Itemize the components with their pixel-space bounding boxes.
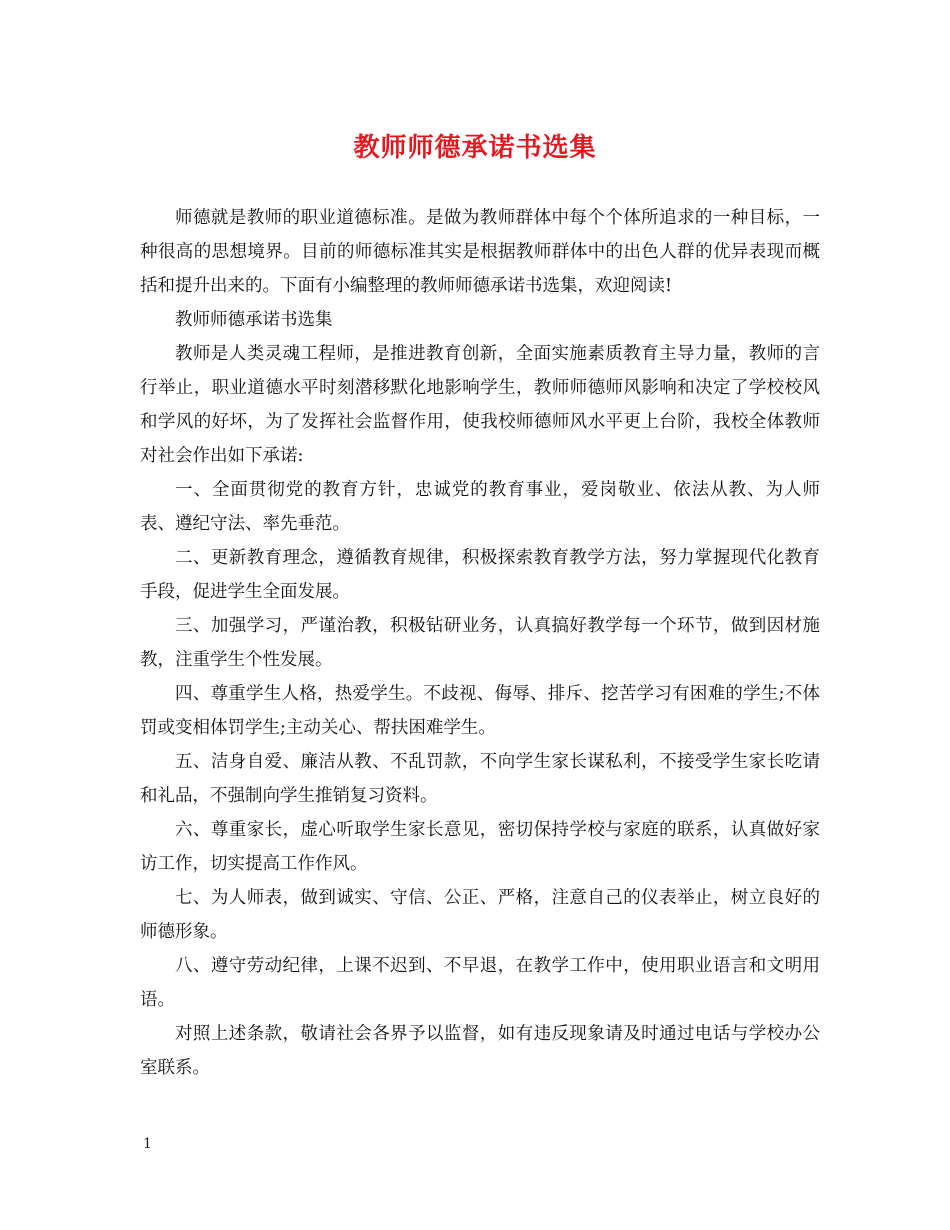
- page-number: 1: [143, 1136, 152, 1152]
- preamble-paragraph: 教师是人类灵魂工程师，是推进教育创新，全面实施素质教育主导力量，教师的言行举止，职业道德水平时刻潜移默化地影响学生，教师师德师风影响和决定了学校校风和学风的好坏，为了发挥社会监督作用，使我校师德师风水平更上台阶，我校全体教师对社会作出如下承诺:: [140, 344, 820, 466]
- commitment-item-3: 三、加强学习，严谨治教，积极钻研业务，认真搞好教学每一个环节，做到因材施教，注重学生个性发展。: [140, 616, 820, 670]
- commitment-item-2: 二、更新教育理念，遵循教育规律，积极探索教育教学方法，努力掌握现代化教育手段，促进学生全面发展。: [140, 548, 820, 602]
- commitment-item-5: 五、洁身自爱、廉洁从教、不乱罚款，不向学生家长谋私利，不接受学生家长吃请和礼品，不强制向学生推销复习资料。: [140, 752, 820, 806]
- document-body: [140, 201, 820, 1085]
- section-heading: 教师师德承诺书选集: [175, 310, 333, 330]
- commitment-item-1: 一、全面贯彻党的教育方针，忠诚党的教育事业，爱岗敬业、依法从教、为人师表、遵纪守法、率先垂范。: [140, 480, 820, 534]
- commitment-item-8: 八、遵守劳动纪律，上课不迟到、不早退，在教学工作中，使用职业语言和文明用语。: [140, 956, 820, 1010]
- commitment-item-7: 七、为人师表，做到诚实、守信、公正、严格，注意自己的仪表举止，树立良好的师德形象。: [140, 888, 820, 942]
- commitment-item-4: 四、尊重学生人格，热爱学生。不歧视、侮辱、排斥、挖苦学习有困难的学生;不体罚或变相体罚学生;主动关心、帮扶困难学生。: [140, 684, 820, 738]
- closing-paragraph: 对照上述条款，敬请社会各界予以监督，如有违反现象请及时通过电话与学校办公室联系。: [140, 1024, 820, 1078]
- intro-paragraph: 师德就是教师的职业道德标准。是做为教师群体中每个个体所追求的一种目标，一种很高的思想境界。目前的师德标准其实是根据教师群体中的出色人群的优异表现而概括和提升出来的。下面有小编整理的教师师德承诺书选集，欢迎阅读!: [140, 208, 820, 296]
- commitment-item-6: 六、尊重家长，虚心听取学生家长意见，密切保持学校与家庭的联系，认真做好家访工作，切实提高工作作风。: [140, 820, 820, 874]
- document-title: 教师师德承诺书选集: [353, 133, 597, 163]
